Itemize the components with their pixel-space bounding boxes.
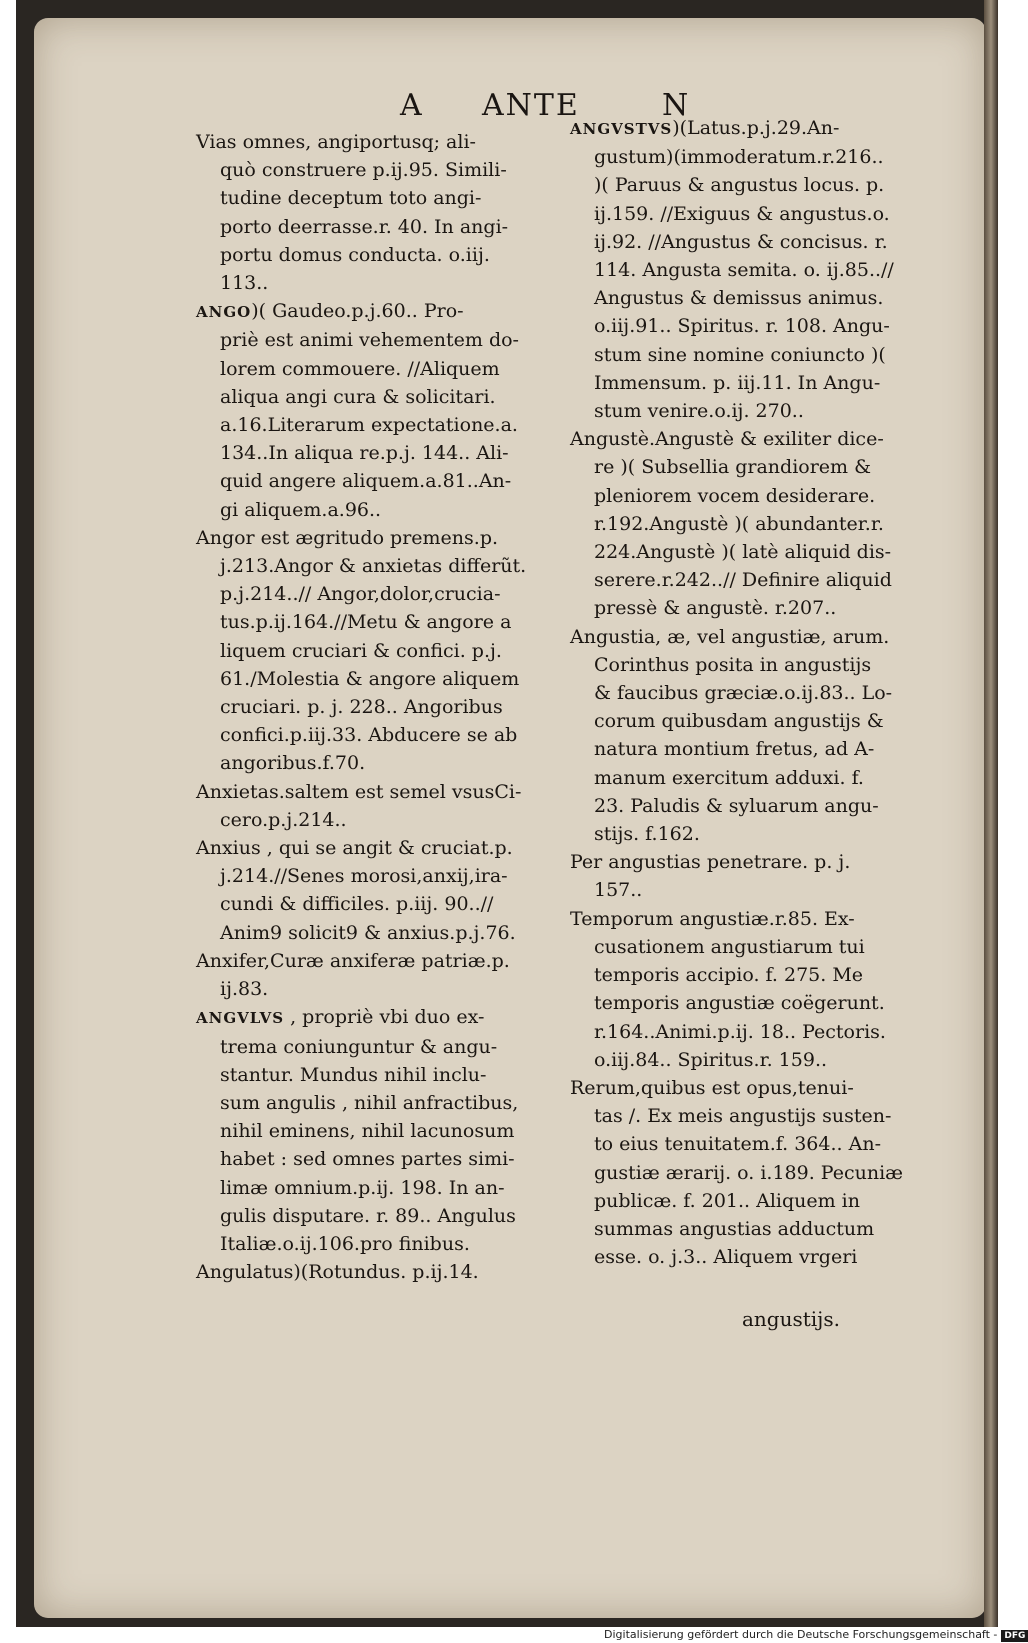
dictionary-entry [196,297,564,524]
entry-text: Vias omnes, angiportusq; ali- quò construere p.ij.95. Simili- tudine deceptum toto angi- porto deerrasse.r. 40. In angi- portu domus conducta. o.iij. 113.. [196,131,509,295]
dictionary-entry [196,1003,564,1258]
entry-text: Anxius , qui se angit & cruciat.p. j.214.//Senes morosi,anxij,ira- cundi & difficiles. p.iij. 90..// Anim9 solicit9 & anxius.p.j.76. [196,837,516,944]
entry-text: , propriè vbi duo ex- trema coniunguntur & angu- stantur. Mundus nihil inclu- sum angulis , nihil anfractibus, nihil eminens, nihil lacunosum habet : sed omnes partes simi- limæ omnium.p.ij. 198. In an- gulis disputare. r. 89.. Angulus Italiæ.o.ij.106.pro finibus. [220,1006,519,1255]
header-letter-left: A [400,88,424,123]
entry-headword: ANGVLVS [196,1009,285,1028]
entry-text: )(Latus.p.j.29.An- gustum)(immoderatum.r.216.. )( Paruus & angustus locus. p. ij.159. //Exiguus & angustus.o. ij.92. //Angustus & concisus. r. 114. Angusta semita. o. ij.85..// Angustus & demissus animus. o.iij.91.. Spiritus. r. 108. Angu- stum sine nomine coniuncto )( Immensum. p. iij.11. In Angu- stum venire.o.ij. 270.. [594,117,894,423]
dictionary-entry [570,623,942,849]
dictionary-entry [570,1074,942,1271]
entry-text: Angor est ægritudo premens.p. j.213.Angor & anxietas differũt. p.j.214..// Angor,dolor,crucia- tus.p.ij.164.//Metu & angore a liquem cruciari & confici. p.j. 61./Molestia & angore aliquem cruciari. p. j. 228.. Angoribus confici.p.iij.33. Abducere se ab angoribus.f.70. [196,526,527,775]
dictionary-entry [196,524,564,778]
header-letter-right: N [662,88,691,123]
catchword: angustijs. [742,1307,841,1331]
entry-text: Rerum,quibus est opus,tenui- tas /. Ex meis angustijs susten- to eius tenuitatem.f. 364.. An- gustiæ ærarij. o. i.189. Pecuniæ publicæ. f. 201.. Aliquem in summas angustias adductum esse. o. j.3.. Aliquem vrgeri [570,1076,904,1269]
dictionary-entry [196,778,564,834]
entry-headword: ANGO [196,303,252,322]
digitization-footer [604,1627,1028,1643]
footer-text: Digitalisierung gefördert durch die Deutsche Forschungsgemeinschaft - [604,1628,998,1641]
entry-text: )( Gaudeo.p.j.60.. Pro- priè est animi vehementem do- lorem commouere. //Aliquem aliqua angi cura & solicitari. a.16.Literarum expectatione.a. 134..In aliqua re.p.j. 144.. Ali- quid angere aliquem.a.81..An- gi aliquem.a.96.. [220,300,519,521]
dictionary-entry [570,114,942,425]
header-word: ANTE [482,88,580,123]
entry-text: Anxifer,Curæ anxiferæ patriæ.p. ij.83. [196,949,510,1001]
dictionary-entry [196,834,564,947]
entry-text: Angustè.Angustè & exiliter dice- re )( Subsellia grandiorem & pleniorem vocem desiderare. r.192.Angustè )( abundanter.r. 224.Angustè )( latè aliquid dis- serere.r.242..// Definire aliquid pressè & angustè. r.207.. [570,428,892,620]
entry-headword: ANGVSTVS [570,120,673,138]
dictionary-entry [570,425,942,622]
dictionary-entry [196,947,564,1003]
dfg-logo: DFG [1001,1630,1028,1642]
color-calibration-strip [984,0,998,1627]
entry-text: Angustia, æ, vel angustiæ, arum. Corinthus posita in angustijs & faucibus græciæ.o.ij.83.. Lo- corum quibusdam angustijs & natura montium fretus, ad A- manum exercitum adduxi. f. 23. Paludis & syluarum angu- stijs. f.162. [570,625,893,846]
left-column [196,128,564,1286]
entry-text: Temporum angustiæ.r.85. Ex- cusationem angustiarum tui temporis accipio. f. 275. Me temporis angustiæ coëgerunt. r.164..Animi.p.ij. 18.. Pectoris. o.iij.84.. Spiritus.r. 159.. [570,907,886,1071]
dictionary-entry [196,1258,564,1286]
dictionary-entry [570,905,942,1074]
dictionary-entry [196,128,564,297]
dictionary-entry [570,848,942,904]
entry-text: Anxietas.saltem est semel vsusCi- cero.p.j.214.. [196,780,522,831]
entry-text: Per angustias penetrare. p. j. 157.. [570,851,851,902]
entry-text: Angulatus)(Rotundus. p.ij.14. [196,1261,479,1284]
right-column [570,114,942,1271]
